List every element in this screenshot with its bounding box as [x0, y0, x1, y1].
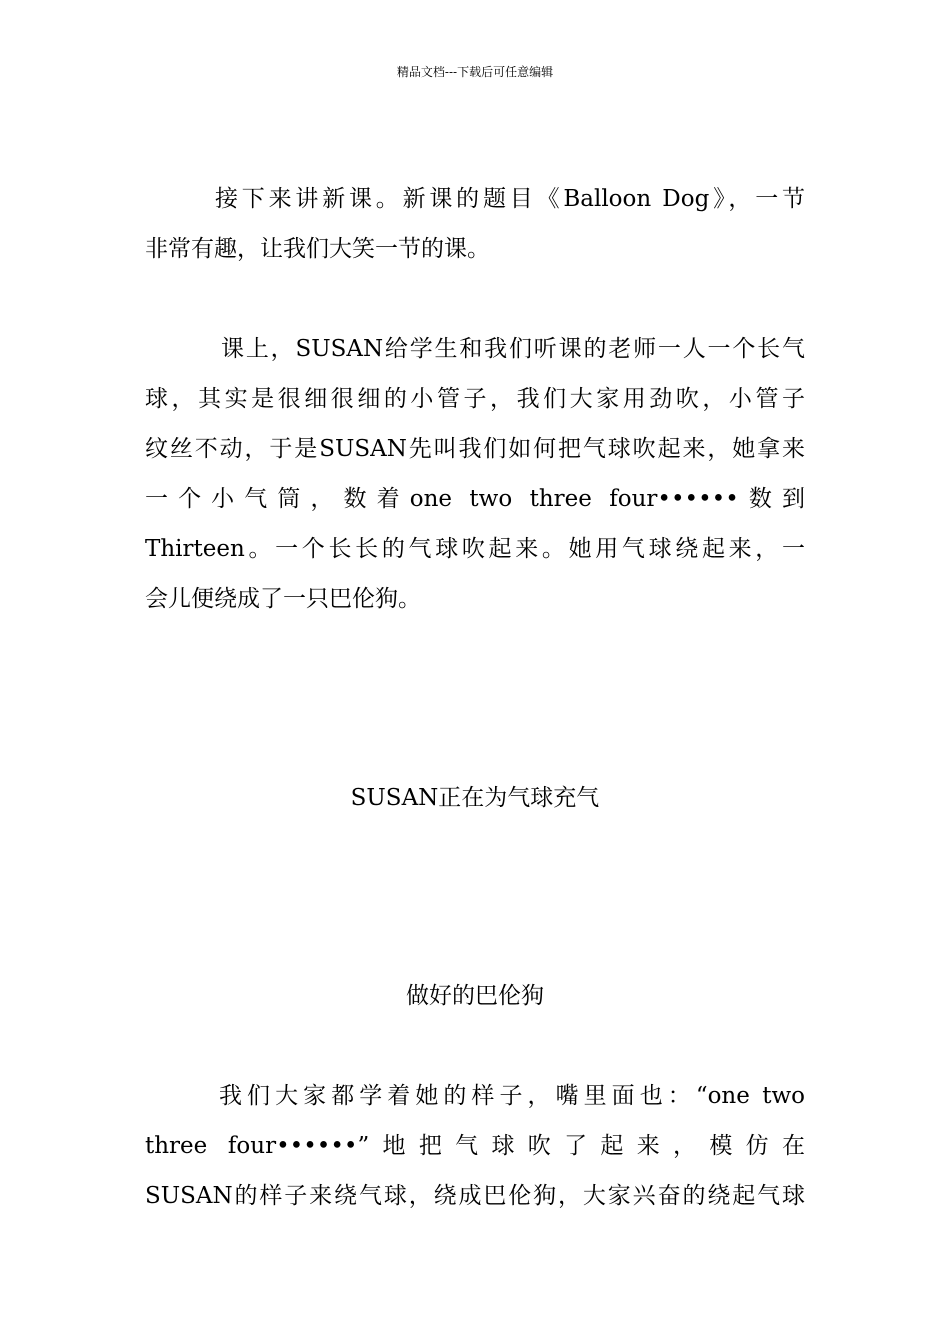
- paragraph-students-imitate: [145, 1071, 805, 1221]
- page-header: 精品文档---下载后可任意编辑: [396, 65, 554, 79]
- paragraph-line: 我们大家都学着她的样子，嘴里面也：“one two: [219, 1083, 805, 1109]
- paragraph-line: 非常有趣，让我们大笑一节的课。: [145, 236, 490, 262]
- paragraph-line: Thirteen。一个长长的气球吹起来。她用气球绕起来，一: [145, 536, 805, 562]
- paragraph-line: 会儿便绕成了一只巴伦狗。: [145, 586, 421, 612]
- image-caption-inflating: SUSAN正在为气球充气: [350, 785, 600, 811]
- paragraph-balloon-lesson: [145, 324, 805, 624]
- paragraph-line: 接下来讲新课。新课的题目《Balloon Dog》，一节: [215, 186, 805, 212]
- paragraph-line: three four••••••”地把气球吹了起来，模仿在: [145, 1133, 805, 1159]
- paragraph-new-lesson: [145, 174, 805, 274]
- image-caption-balloon-dog: 做好的巴伦狗: [406, 983, 544, 1009]
- paragraph-line: 球，其实是很细很细的小管子，我们大家用劲吹，小管子: [145, 386, 805, 412]
- paragraph-line: 纹丝不动，于是SUSAN先叫我们如何把气球吹起来，她拿来: [145, 436, 805, 462]
- paragraph-line: 一个小气筒，数着one two three four••••••数到: [145, 486, 805, 512]
- paragraph-line: SUSAN的样子来绕气球，绕成巴伦狗，大家兴奋的绕起气球: [145, 1183, 805, 1209]
- paragraph-line: 课上，SUSAN给学生和我们听课的老师一人一个长气: [221, 336, 805, 362]
